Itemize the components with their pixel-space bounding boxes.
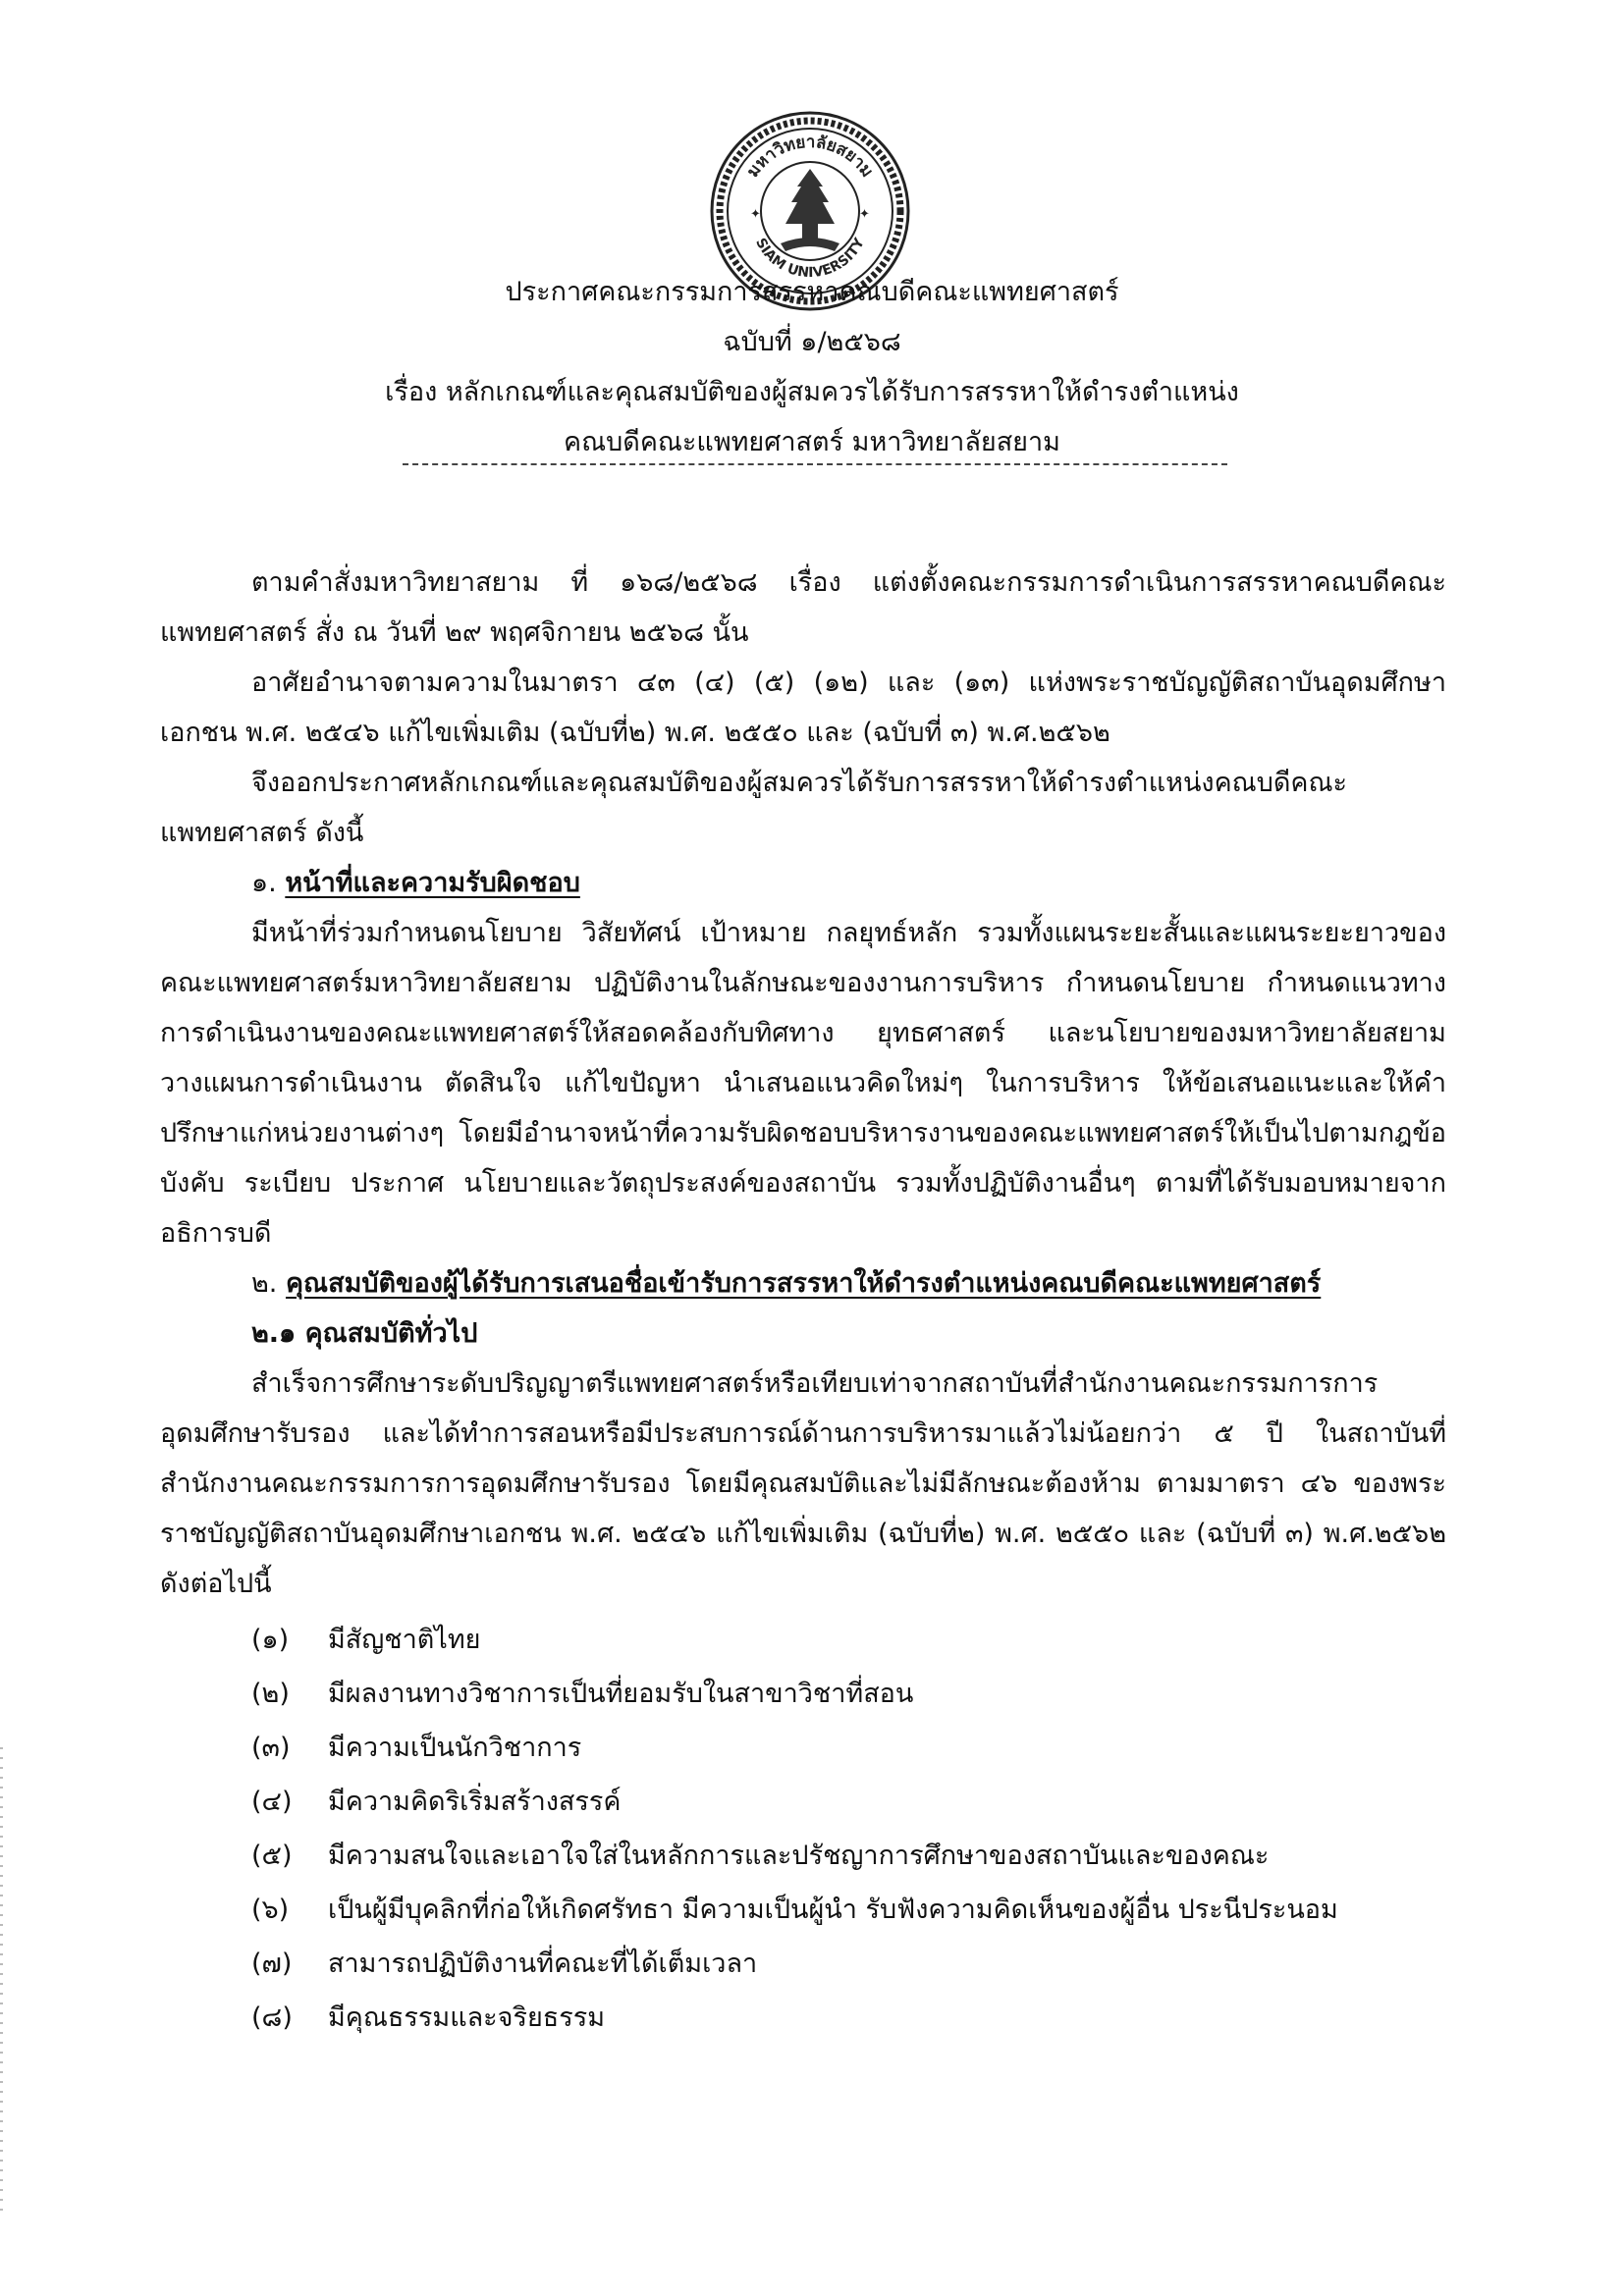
list-item-number: (๑): [251, 1625, 290, 1655]
qualification-list: [160, 1613, 1446, 2045]
announcement-header: [245, 267, 1379, 467]
intro-paragraph-2: อาศัยอำนาจตามความในมาตรา ๔๓ (๔) (๕) (๑๒) และ (๑๓) แห่งพระราชบัญญัติสถาบันอุดมศึกษาเอกชน พ.ศ. ๒๕๔๖ แก้ไขเพิ่มเติม (ฉบับที่๒) พ.ศ. ๒๕๕๐ และ (ฉบับที่ ๓) พ.ศ.๒๕๖๒: [160, 667, 1446, 748]
document-body: [160, 558, 1446, 2045]
section-2-1-text: สำเร็จการศึกษาระดับปริญญาตรีแพทยศาสตร์หรือเทียบเท่าจากสถาบันที่สำนักงานคณะกรรมการการอุดมศึกษารับรอง และได้ทำการสอนหรือมีประสบการณ์ด้านการบริหารมาแล้วไม่น้อยกว่า ๕ ปี ในสถาบันที่สำนักงานคณะกรรมการการอุดมศึกษารับรอง โดยมีคุณสมบัติและไม่มีลักษณะต้องห้าม ตามมาตรา ๔๖ ของพระราชบัญญัติสถาบันอุดมศึกษาเอกชน พ.ศ. ๒๕๔๖ แก้ไขเพิ่มเติม (ฉบับที่๒) พ.ศ. ๒๕๕๐ และ (ฉบับที่ ๓) พ.ศ.๒๕๖๒ ดังต่อไปนี้: [160, 1368, 1446, 1599]
header-title: ประกาศคณะกรรมการสรรหาคณบดีคณะแพทยศาสตร์: [505, 277, 1119, 307]
section-2-1-heading: ๒.๑ คุณสมบัติทั่วไป: [251, 1318, 478, 1349]
svg-text:มหาวิทยาลัยสยาม: มหาวิทยาลัยสยาม: [742, 132, 878, 182]
section-1-number: ๑.: [251, 868, 277, 898]
section-2-heading: [251, 1258, 1446, 1308]
list-item: [251, 1937, 1446, 1991]
section-1-heading: [251, 858, 1446, 908]
list-item: [251, 1721, 1446, 1775]
list-item-text: มีความสนใจและเอาใจใส่ในหลักการและปรัชญาการศึกษาของสถาบันและของคณะ: [328, 1841, 1270, 1871]
list-item: [251, 1883, 1446, 1937]
list-item-text: มีความเป็นนักวิชาการ: [328, 1733, 582, 1763]
list-item-number: (๒): [251, 1679, 290, 1709]
list-item-number: (๕): [251, 1841, 293, 1871]
section-1-title: หน้าที่และความรับผิดชอบ: [285, 868, 580, 898]
list-item-text: เป็นผู้มีบุคลิกที่ก่อให้เกิดศรัทธา มีความเป็นผู้นำ รับฟังความคิดเห็นของผู้อื่น ประนีประนอม: [328, 1895, 1338, 1925]
header-divider: [403, 463, 1227, 465]
list-item-number: (๓): [251, 1733, 291, 1763]
list-item: [251, 1775, 1446, 1829]
list-item: [251, 1613, 1446, 1667]
header-subject-continued: คณบดีคณะแพทยศาสตร์ มหาวิทยาลัยสยาม: [564, 427, 1060, 457]
scan-edge-marks: [0, 1747, 3, 2218]
svg-text:✦: ✦: [750, 207, 761, 222]
section-2-number: ๒.: [251, 1268, 278, 1299]
header-issue-number: ฉบับที่ ๑/๒๕๖๘: [723, 327, 901, 357]
section-2-title: คุณสมบัติของผู้ได้รับการเสนอชื่อเข้ารับการสรรหาให้ดำรงตำแหน่งคณบดีคณะแพทยศาสตร์: [285, 1268, 1322, 1299]
list-item-number: (๔): [251, 1787, 293, 1817]
list-item-number: (๖): [251, 1895, 290, 1925]
list-item-text: สามารถปฏิบัติงานที่คณะที่ได้เต็มเวลา: [328, 1949, 758, 1979]
list-item-number: (๘): [251, 2002, 293, 2033]
list-item-text: มีคุณธรรมและจริยธรรม: [328, 2002, 606, 2033]
section-1-text: มีหน้าที่ร่วมกำหนดนโยบาย วิสัยทัศน์ เป้าหมาย กลยุทธ์หลัก รวมทั้งแผนระยะสั้นและแผนระยะยาวของคณะแพทยศาสตร์มหาวิทยาลัยสยาม ปฏิบัติงานในลักษณะของงานการบริหาร กำหนดนโยบาย กำหนดแนวทางการดำเนินงานของคณะแพทยศาสตร์ให้สอดคล้องกับทิศทาง ยุทธศาสตร์ และนโยบายของมหาวิทยาลัยสยาม วางแผนการดำเนินงาน ตัดสินใจ แก้ไขปัญหา นำเสนอแนวคิดใหม่ๆ ในการบริหาร ให้ข้อเสนอแนะและให้คำปรึกษาแก่หน่วยงานต่างๆ โดยมีอำนาจหน้าที่ความรับผิดชอบบริหารงานของคณะแพทยศาสตร์ให้เป็นไปตามกฎข้อบังคับ ระเบียบ ประกาศ นโยบายและวัตถุประสงค์ของสถาบัน รวมทั้งปฏิบัติงานอื่นๆ ตามที่ได้รับมอบหมายจากอธิการบดี: [160, 918, 1446, 1249]
header-subject: เรื่อง หลักเกณฑ์และคุณสมบัติของผู้สมควรได้รับการสรรหาให้ดำรงตำแหน่ง: [385, 377, 1239, 407]
list-item: [251, 1991, 1446, 2045]
list-item-text: มีความคิดริเริ่มสร้างสรรค์: [328, 1787, 622, 1817]
intro-paragraph-1: ตามคำสั่งมหาวิทยาสยาม ที่ ๑๖๘/๒๕๖๘ เรื่อง แต่งตั้งคณะกรรมการดำเนินการสรรหาคณบดีคณะแพทยศาสตร์ สั่ง ณ วันที่ ๒๙ พฤศจิกายน ๒๕๖๘ นั้น: [160, 567, 1446, 648]
list-item-text: มีสัญชาติไทย: [328, 1625, 481, 1655]
intro-paragraph-3: จึงออกประกาศหลักเกณฑ์และคุณสมบัติของผู้สมควรได้รับการสรรหาให้ดำรงตำแหน่งคณบดีคณะแพทยศาสตร์ ดังนี้: [160, 768, 1347, 848]
list-item-text: มีผลงานทางวิชาการเป็นที่ยอมรับในสาขาวิชาที่สอน: [328, 1679, 914, 1709]
svg-text:SIAM UNIVERSITY: SIAM UNIVERSITY: [752, 236, 868, 282]
list-item: [251, 1829, 1446, 1883]
svg-text:✦: ✦: [859, 207, 870, 222]
list-item: [251, 1667, 1446, 1721]
list-item-number: (๗): [251, 1949, 293, 1979]
